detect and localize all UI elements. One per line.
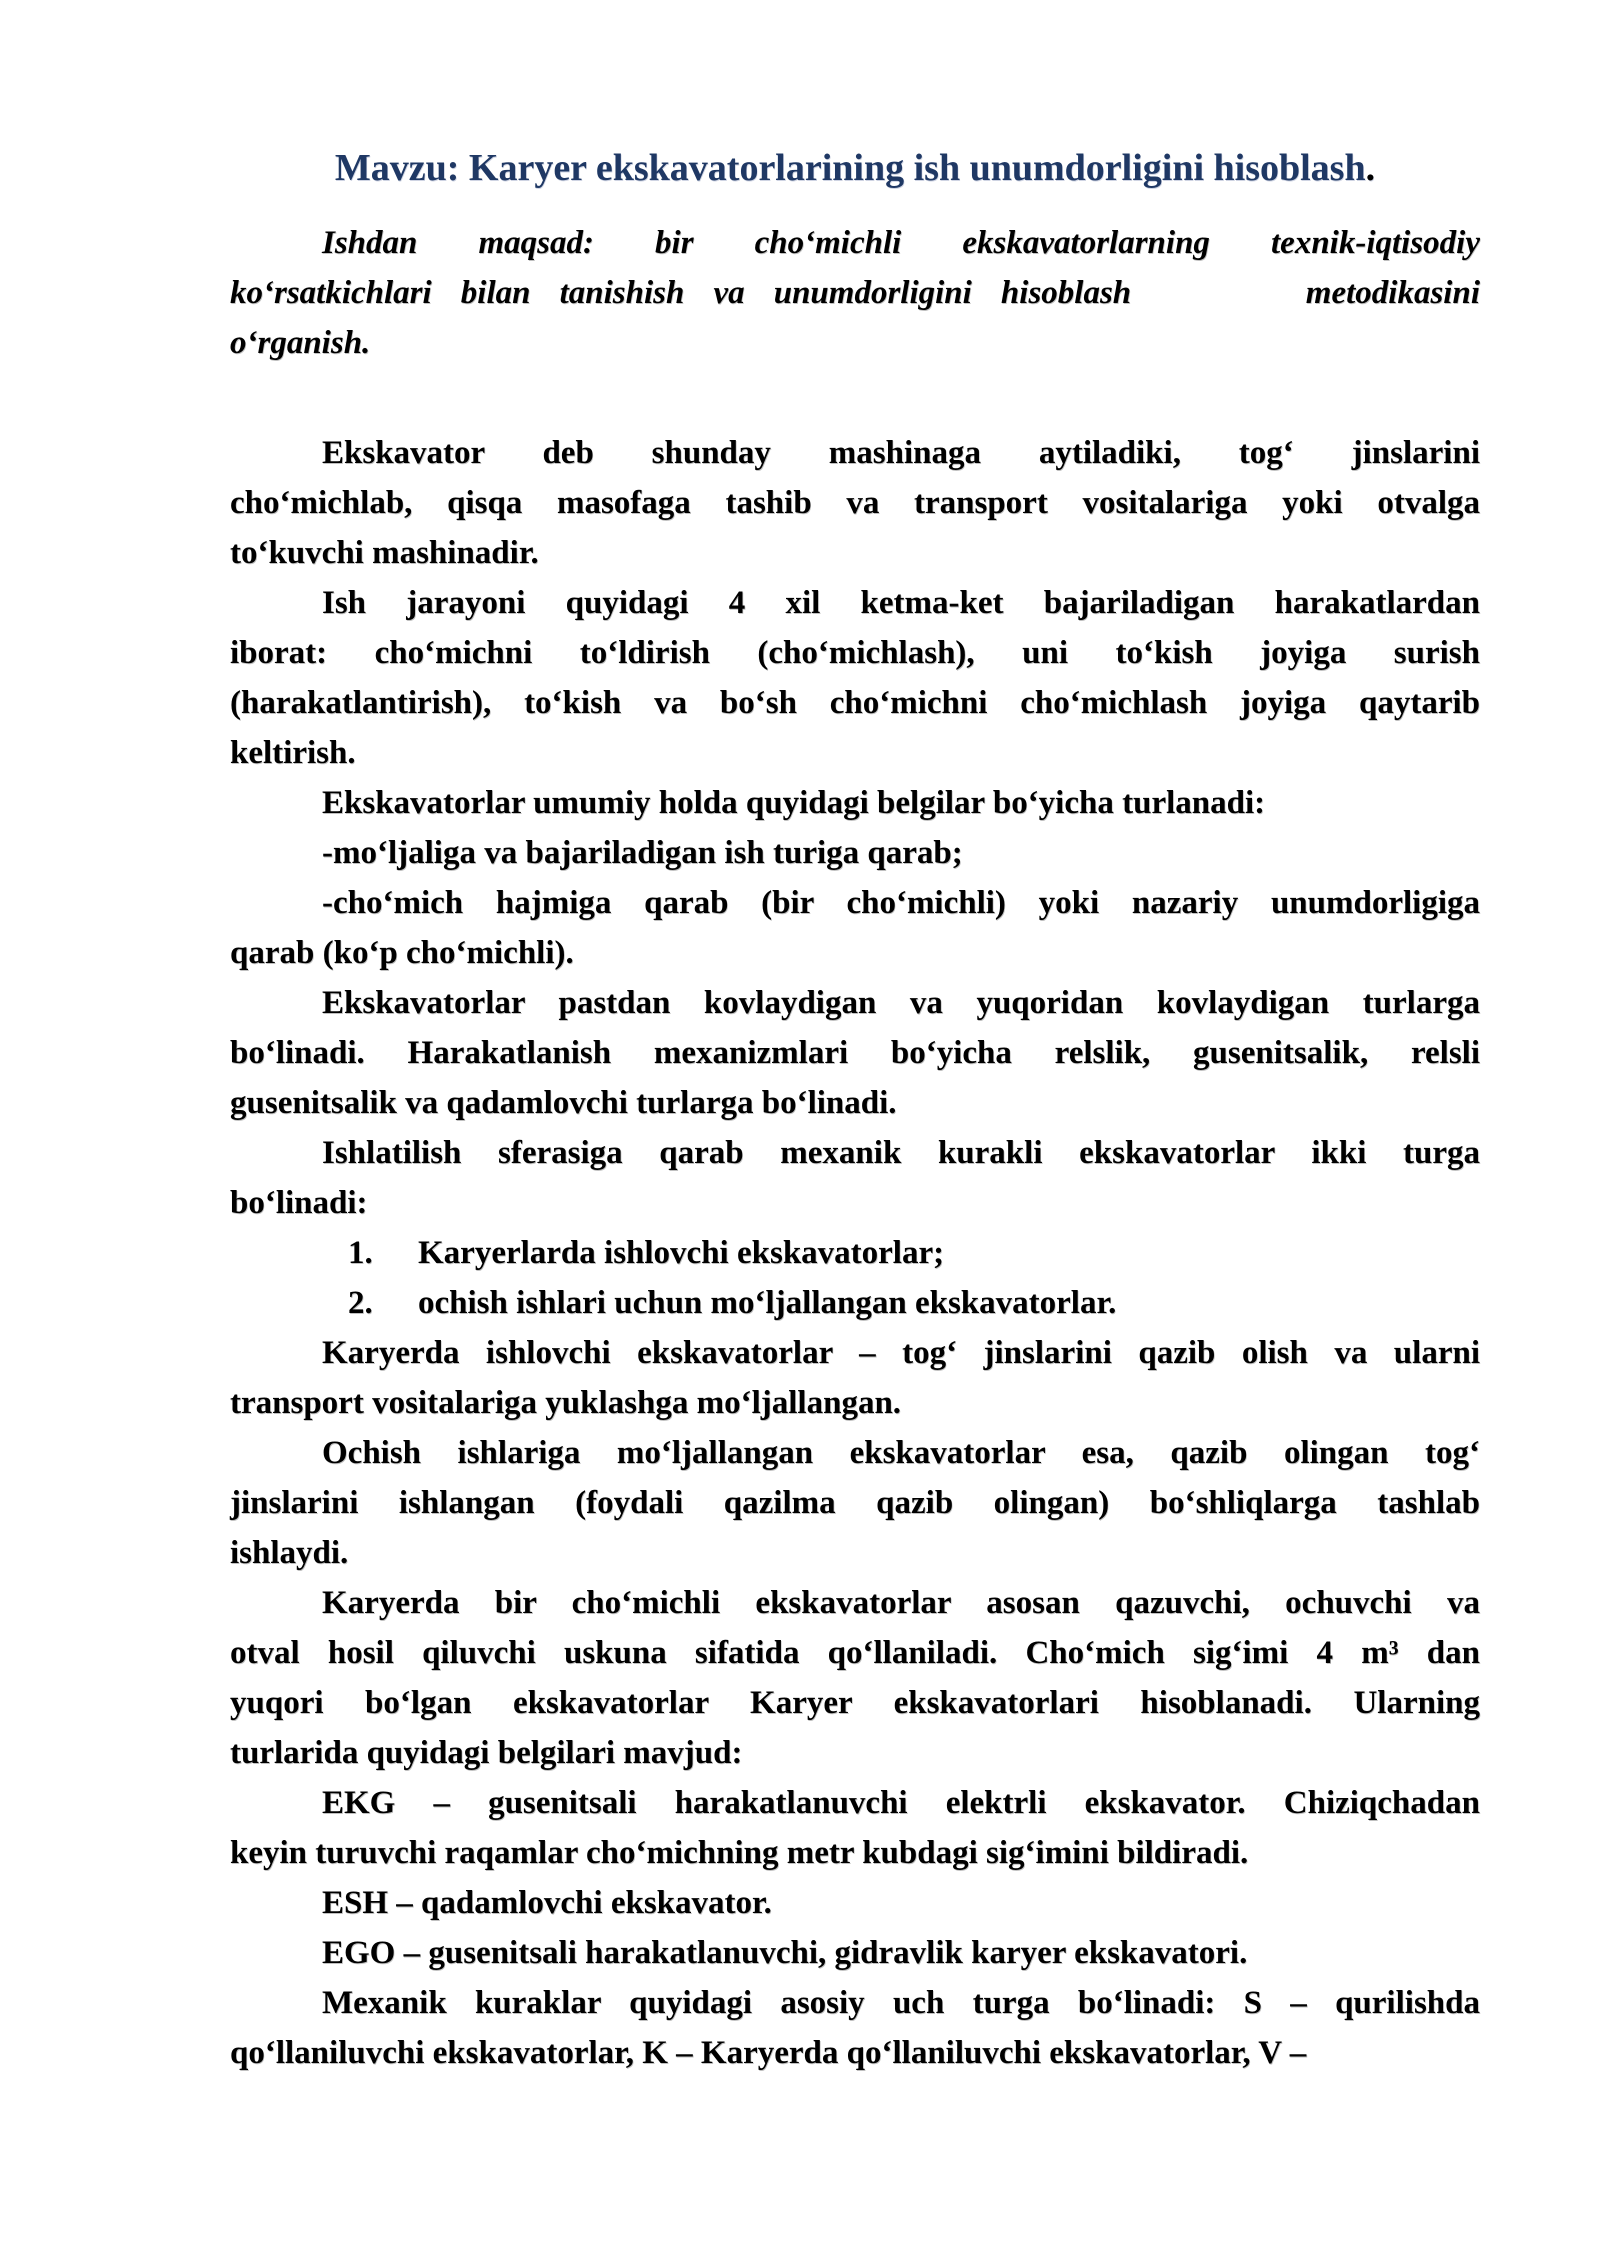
purpose-paragraph [230, 218, 1480, 368]
text-line: EGO – gusenitsali harakatlanuvchi, gidravlik karyer ekskavatori. [322, 1935, 1248, 1971]
list-item-2 [230, 1278, 1480, 1328]
page-title [230, 143, 1480, 193]
document-body [230, 218, 1480, 2078]
text-line: bo‘linadi. Harakatlanish mexanizmlari bo‘yicha relslik, gusenitsalik, relsli [230, 1035, 1480, 1071]
list-item-1 [230, 1228, 1480, 1278]
text-line: yuqori bo‘lgan ekskavatorlar Karyer ekskavatorlari hisoblanadi. Ularning [230, 1685, 1480, 1721]
paragraph-moljaliga [230, 828, 1480, 878]
paragraph-mexanik-kuraklar [230, 1978, 1480, 2078]
paragraph-turlanadi [230, 778, 1480, 828]
text-line: Ekskavatorlar pastdan kovlaydigan va yuqoridan kovlaydigan turlarga [322, 985, 1480, 1021]
text-line: Ekskavator deb shunday mashinaga aytiladiki, tog‘ jinslarini [322, 435, 1480, 471]
text-line: ESH – qadamlovchi ekskavator. [322, 1885, 772, 1921]
page-title-period: . [1365, 147, 1376, 189]
text-line: qo‘llaniluvchi ekskavatorlar, K – Karyerda qo‘llaniluvchi ekskavatorlar, V – [230, 2035, 1307, 2071]
text-line: turlarida quyidagi belgilari mavjud: [230, 1735, 743, 1771]
paragraph-ishlatilish-sferasi [230, 1128, 1480, 1228]
text-line: Ishlatilish sferasiga qarab mexanik kurakli ekskavatorlar ikki turga [322, 1135, 1480, 1171]
text-line: Ochish ishlariga mo‘ljallangan ekskavatorlar esa, qazib olingan tog‘ [322, 1435, 1480, 1471]
text-line: ishlaydi. [230, 1535, 349, 1571]
text-line: jinslarini ishlangan (foydali qazilma qazib olingan) bo‘shliqlarga tashlab [230, 1485, 1480, 1521]
paragraph-karyerda-ishlovchi [230, 1328, 1480, 1428]
text-line: keltirish. [230, 735, 356, 771]
paragraph-pastdan-kovlaydigan [230, 978, 1480, 1128]
text-line: Karyerda ishlovchi ekskavatorlar – tog‘ jinslarini qazib olish va ularni [322, 1335, 1480, 1371]
list-item-line [230, 1228, 1480, 1278]
text-line: keyin turuvchi raqamlar cho‘michning metr kubdagi sig‘imini bildiradi. [230, 1835, 1249, 1871]
text-line: Ekskavatorlar umumiy holda quyidagi belgilar bo‘yicha turlanadi: [322, 785, 1266, 821]
text-line: Ish jarayoni quyidagi 4 xil ketma-ket bajariladigan harakatlardan [322, 585, 1480, 621]
text-line: Ishdan maqsad: bir cho‘michli ekskavatorlarning texnik-iqtisodiy [322, 225, 1480, 261]
text-line: o‘rganish. [230, 325, 371, 361]
list-item-text: Karyerlarda ishlovchi ekskavatorlar; [418, 1235, 945, 1271]
text-line: to‘kuvchi mashinadir. [230, 535, 539, 571]
paragraph-ochish-ishlariga [230, 1428, 1480, 1578]
text-line: otval hosil qiluvchi uskuna sifatida qo‘llaniladi. Cho‘mich sig‘imi 4 m³ dan [230, 1635, 1480, 1671]
paragraph-ish-jarayoni [230, 578, 1480, 778]
text-line: EKG – gusenitsali harakatlanuvchi elektrli ekskavator. Chiziqchadan [322, 1785, 1480, 1821]
paragraph-esh [230, 1878, 1480, 1928]
text-line: Karyerda bir cho‘michli ekskavatorlar asosan qazuvchi, ochuvchi va [322, 1585, 1480, 1621]
paragraph-chomich-hajmi [230, 878, 1480, 978]
text-line: gusenitsalik va qadamlovchi turlarga bo‘linadi. [230, 1085, 897, 1121]
list-item-number: 1. [348, 1235, 373, 1271]
text-line: (harakatlantirish), to‘kish va bo‘sh cho‘michni cho‘michlash joyiga qaytarib [230, 685, 1480, 721]
paragraph-ekskavator-definition [230, 428, 1480, 578]
text-line: qarab (ko‘p cho‘michli). [230, 935, 574, 971]
text-line: bo‘linadi: [230, 1185, 368, 1221]
page-title-text: Mavzu: Karyer ekskavatorlarining ish unumdorligini hisoblash [334, 147, 1366, 189]
paragraph-ego [230, 1928, 1480, 1978]
text-line: -cho‘mich hajmiga qarab (bir cho‘michli) yoki nazariy unumdorligiga [322, 885, 1480, 921]
list-item-text: ochish ishlari uchun mo‘ljallangan ekskavatorlar. [418, 1285, 1117, 1321]
text-line: ko‘rsatkichlari bilan tanishish va unumdorligini hisoblash metodikasini [230, 275, 1480, 311]
text-line: transport vositalariga yuklashga mo‘ljallangan. [230, 1385, 902, 1421]
paragraph-ekg [230, 1778, 1480, 1878]
text-line: -mo‘ljaliga va bajariladigan ish turiga qarab; [322, 835, 963, 871]
paragraph-bir-chomichli [230, 1578, 1480, 1778]
text-line: iborat: cho‘michni to‘ldirish (cho‘michlash), uni to‘kish joyiga surish [230, 635, 1480, 671]
list-item-number: 2. [348, 1285, 373, 1321]
text-line: cho‘michlab, qisqa masofaga tashib va transport vositalariga yoki otvalga [230, 485, 1480, 521]
text-line: Mexanik kuraklar quyidagi asosiy uch turga bo‘linadi: S – qurilishda [322, 1985, 1480, 2021]
list-item-line [230, 1278, 1480, 1328]
